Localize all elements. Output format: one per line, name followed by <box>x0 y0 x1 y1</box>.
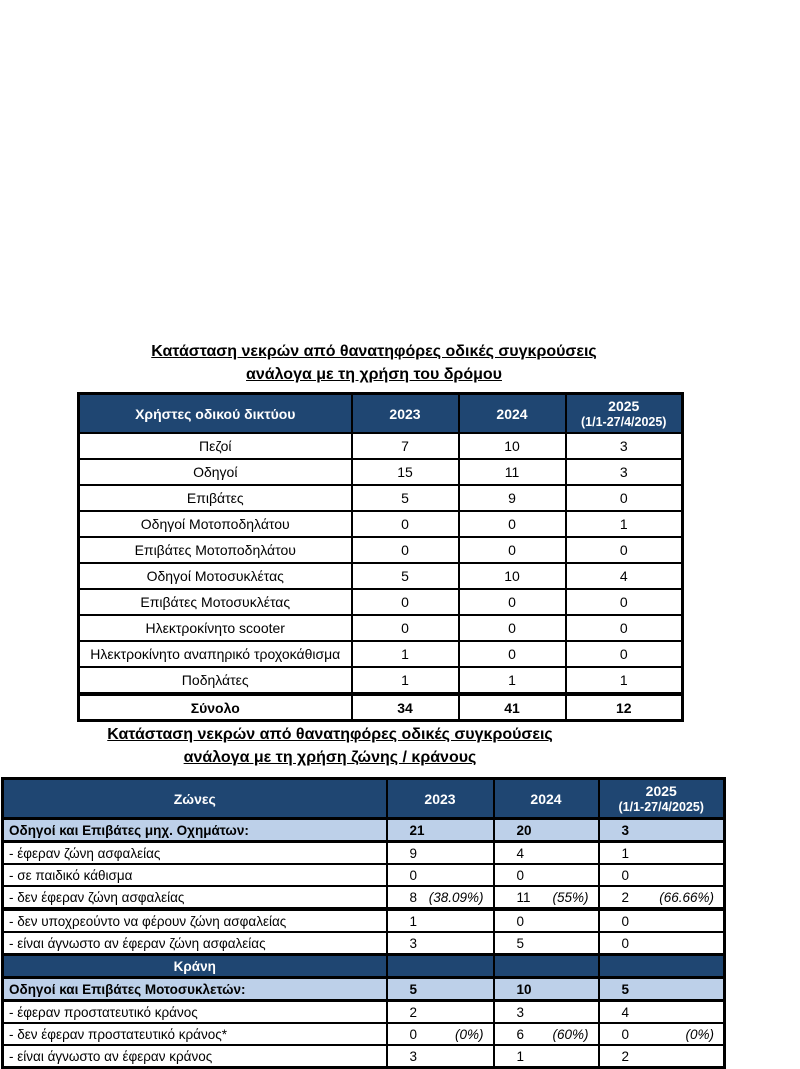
table2-header-2025 <box>599 779 725 819</box>
value-2023 <box>387 1023 494 1045</box>
value-2025 <box>599 886 725 909</box>
table-row <box>79 589 683 615</box>
value-2025 <box>599 842 725 865</box>
value-number: 5 <box>621 981 630 997</box>
row-label: - έφεραν ζώνη ασφαλείας <box>3 842 387 865</box>
value-2024: 0 <box>459 589 566 615</box>
table-row <box>3 819 725 842</box>
value-2023: 15 <box>352 459 459 485</box>
value-2024: 0 <box>459 615 566 641</box>
value-2025: 0 <box>566 615 683 641</box>
section1-title <box>74 340 674 386</box>
value-number: 2 <box>409 1004 418 1020</box>
value-2025 <box>599 864 725 886</box>
row-label: Επιβάτες <box>79 485 352 511</box>
table-row <box>79 485 683 511</box>
table2-header-zones: Ζώνες <box>3 779 387 819</box>
value-2024: 0 <box>459 641 566 667</box>
fatalities-by-belt-helmet-table <box>1 777 726 1069</box>
value-2024 <box>494 955 599 978</box>
table2-header-2024: 2024 <box>494 779 599 819</box>
value-2025 <box>599 1045 725 1068</box>
value-2024 <box>494 864 599 886</box>
value-number: 0 <box>409 1026 418 1042</box>
row-label: Κράνη <box>3 955 387 978</box>
value-percentage: (60%) <box>552 1026 589 1042</box>
table1-header-2025-range: (1/1-27/4/2025) <box>581 414 667 429</box>
value-percentage: (0%) <box>454 1026 484 1042</box>
row-label: - δεν έφεραν ζώνη ασφαλείας <box>3 886 387 909</box>
row-label: Οδηγοί Μοτοποδηλάτου <box>79 511 352 537</box>
value-2024 <box>494 932 599 955</box>
row-label: Επιβάτες Μοτοσυκλέτας <box>79 589 352 615</box>
value-2024 <box>494 842 599 865</box>
row-label: Ηλεκτροκίνητο scooter <box>79 615 352 641</box>
value-number: 0 <box>516 867 525 883</box>
value-2025: 1 <box>566 667 683 694</box>
row-label: - δεν έφεραν προστατευτικό κράνος* <box>3 1023 387 1045</box>
value-2023: 5 <box>352 485 459 511</box>
value-2023: 0 <box>352 589 459 615</box>
value-2023 <box>387 909 494 932</box>
value-2023: 1 <box>352 641 459 667</box>
value-2023 <box>387 842 494 865</box>
value-2024: 0 <box>459 537 566 563</box>
table1-header-row <box>79 394 683 434</box>
table-row <box>3 1001 725 1024</box>
value-2025 <box>599 932 725 955</box>
table1-header-road-users: Χρήστες οδικού δικτύου <box>79 394 352 434</box>
value-2024: 11 <box>459 459 566 485</box>
value-number: 0 <box>621 913 630 929</box>
row-label: Οδηγοί και Επιβάτες Μοτοσυκλετών: <box>3 978 387 1001</box>
table-row <box>3 864 725 886</box>
value-2025 <box>599 819 725 842</box>
table-row <box>79 615 683 641</box>
table-row <box>3 1045 725 1068</box>
value-2024 <box>494 819 599 842</box>
value-number: 21 <box>409 822 425 838</box>
value-2025: 0 <box>566 589 683 615</box>
total-value-2024: 41 <box>459 694 566 721</box>
value-2025 <box>599 1023 725 1045</box>
table-row <box>3 909 725 932</box>
table-row <box>3 886 725 909</box>
table1-header-2025-year: 2025 <box>608 397 640 414</box>
value-2024: 9 <box>459 485 566 511</box>
value-2025: 0 <box>566 485 683 511</box>
total-value-2025: 12 <box>566 694 683 721</box>
value-number: 8 <box>409 889 418 905</box>
row-label: Οδηγοί Μοτοσυκλέτας <box>79 563 352 589</box>
value-2023 <box>387 864 494 886</box>
value-2024: 10 <box>459 563 566 589</box>
value-2024: 0 <box>459 511 566 537</box>
value-number: 3 <box>409 1048 418 1064</box>
section2-title-line1: Κατάσταση νεκρών από θανατηφόρες οδικές συγκρούσεις <box>107 726 553 743</box>
value-2023 <box>387 886 494 909</box>
value-2025: 4 <box>566 563 683 589</box>
table-row <box>79 433 683 459</box>
total-label: Σύνολο <box>79 694 352 721</box>
value-2023: 0 <box>352 537 459 563</box>
value-number: 5 <box>516 935 525 951</box>
value-2025 <box>599 955 725 978</box>
total-row <box>79 694 683 721</box>
section1-title-line1: Κατάσταση νεκρών από θανατηφόρες οδικές συγκρούσεις <box>151 343 597 360</box>
table1-header-2025 <box>566 394 683 434</box>
row-label: Οδηγοί και Επιβάτες μηχ. Οχημάτων: <box>3 819 387 842</box>
value-2025 <box>599 1001 725 1024</box>
table1-header-2023: 2023 <box>352 394 459 434</box>
value-2025: 0 <box>566 641 683 667</box>
value-2024 <box>494 978 599 1001</box>
row-label: - δεν υποχρεούντο να φέρουν ζώνη ασφαλείας <box>3 909 387 932</box>
table-row <box>79 667 683 694</box>
value-2025: 3 <box>566 433 683 459</box>
value-2024 <box>494 886 599 909</box>
value-2025: 1 <box>566 511 683 537</box>
value-2024: 10 <box>459 433 566 459</box>
row-label: Οδηγοί <box>79 459 352 485</box>
value-number: 1 <box>621 845 630 861</box>
table-row <box>79 459 683 485</box>
value-number: 2 <box>621 889 630 905</box>
value-2023: 0 <box>352 615 459 641</box>
value-2024: 1 <box>459 667 566 694</box>
value-2023 <box>387 932 494 955</box>
value-number: 3 <box>516 1004 525 1020</box>
row-label: Ηλεκτροκίνητο αναπηρικό τροχοκάθισμα <box>79 641 352 667</box>
row-label: - σε παιδικό κάθισμα <box>3 864 387 886</box>
section1-title-line2: ανάλογα με τη χρήση του δρόμου <box>246 366 502 383</box>
value-number: 3 <box>621 822 630 838</box>
value-number: 5 <box>409 981 418 997</box>
value-number: 0 <box>621 1026 630 1042</box>
value-2025 <box>599 909 725 932</box>
value-2024 <box>494 909 599 932</box>
section-band-row <box>3 955 725 978</box>
table2-header-row <box>3 779 725 819</box>
value-number: 6 <box>516 1026 525 1042</box>
row-label: - είναι άγνωστο αν έφεραν ζώνη ασφαλείας <box>3 932 387 955</box>
value-number: 11 <box>516 889 531 905</box>
row-label: Επιβάτες Μοτοποδηλάτου <box>79 537 352 563</box>
table-row <box>79 563 683 589</box>
value-number: 0 <box>621 935 630 951</box>
table-row <box>3 978 725 1001</box>
row-label: - είναι άγνωστο αν έφεραν κράνος <box>3 1045 387 1068</box>
table-row <box>79 511 683 537</box>
value-percentage: (55%) <box>552 889 589 905</box>
table1-header-2024: 2024 <box>459 394 566 434</box>
value-2023: 1 <box>352 667 459 694</box>
value-percentage: (0%) <box>685 1026 714 1042</box>
value-number: 4 <box>516 845 525 861</box>
table-row <box>3 932 725 955</box>
table-row <box>3 842 725 865</box>
value-2023: 5 <box>352 563 459 589</box>
value-2025 <box>599 978 725 1001</box>
value-2024 <box>494 1001 599 1024</box>
table-row <box>3 1023 725 1045</box>
value-2023: 0 <box>352 511 459 537</box>
value-number: 2 <box>621 1048 630 1064</box>
value-percentage: (66.66%) <box>659 889 714 905</box>
fatalities-by-road-user-table <box>77 392 684 722</box>
value-2025: 3 <box>566 459 683 485</box>
table2-header-2025-range: (1/1-27/4/2025) <box>618 799 704 814</box>
row-label: Ποδηλάτες <box>79 667 352 694</box>
value-2023 <box>387 978 494 1001</box>
table2-header-2025-year: 2025 <box>645 782 677 799</box>
value-percentage: (38.09%) <box>428 889 484 905</box>
value-2023: 7 <box>352 433 459 459</box>
value-number: 0 <box>516 913 525 929</box>
value-2023 <box>387 819 494 842</box>
value-number: 0 <box>621 867 630 883</box>
value-number: 10 <box>516 981 532 997</box>
section2-title-line2: ανάλογα με τη χρήση ζώνης / κράνους <box>183 749 477 766</box>
value-number: 0 <box>409 867 418 883</box>
value-number: 9 <box>409 845 418 861</box>
value-2023 <box>387 1001 494 1024</box>
value-number: 1 <box>516 1048 525 1064</box>
value-number: 20 <box>516 822 532 838</box>
table-row <box>79 641 683 667</box>
value-number: 1 <box>409 913 418 929</box>
row-label: - έφεραν προστατευτικό κράνος <box>3 1001 387 1024</box>
total-value-2023: 34 <box>352 694 459 721</box>
section2-title <box>30 723 630 769</box>
value-number: 3 <box>409 935 418 951</box>
value-2024 <box>494 1023 599 1045</box>
value-2025: 0 <box>566 537 683 563</box>
table2-header-2023: 2023 <box>387 779 494 819</box>
value-2023 <box>387 955 494 978</box>
value-number: 4 <box>621 1004 630 1020</box>
row-label: Πεζοί <box>79 433 352 459</box>
table-row <box>79 537 683 563</box>
value-2023 <box>387 1045 494 1068</box>
value-2024 <box>494 1045 599 1068</box>
